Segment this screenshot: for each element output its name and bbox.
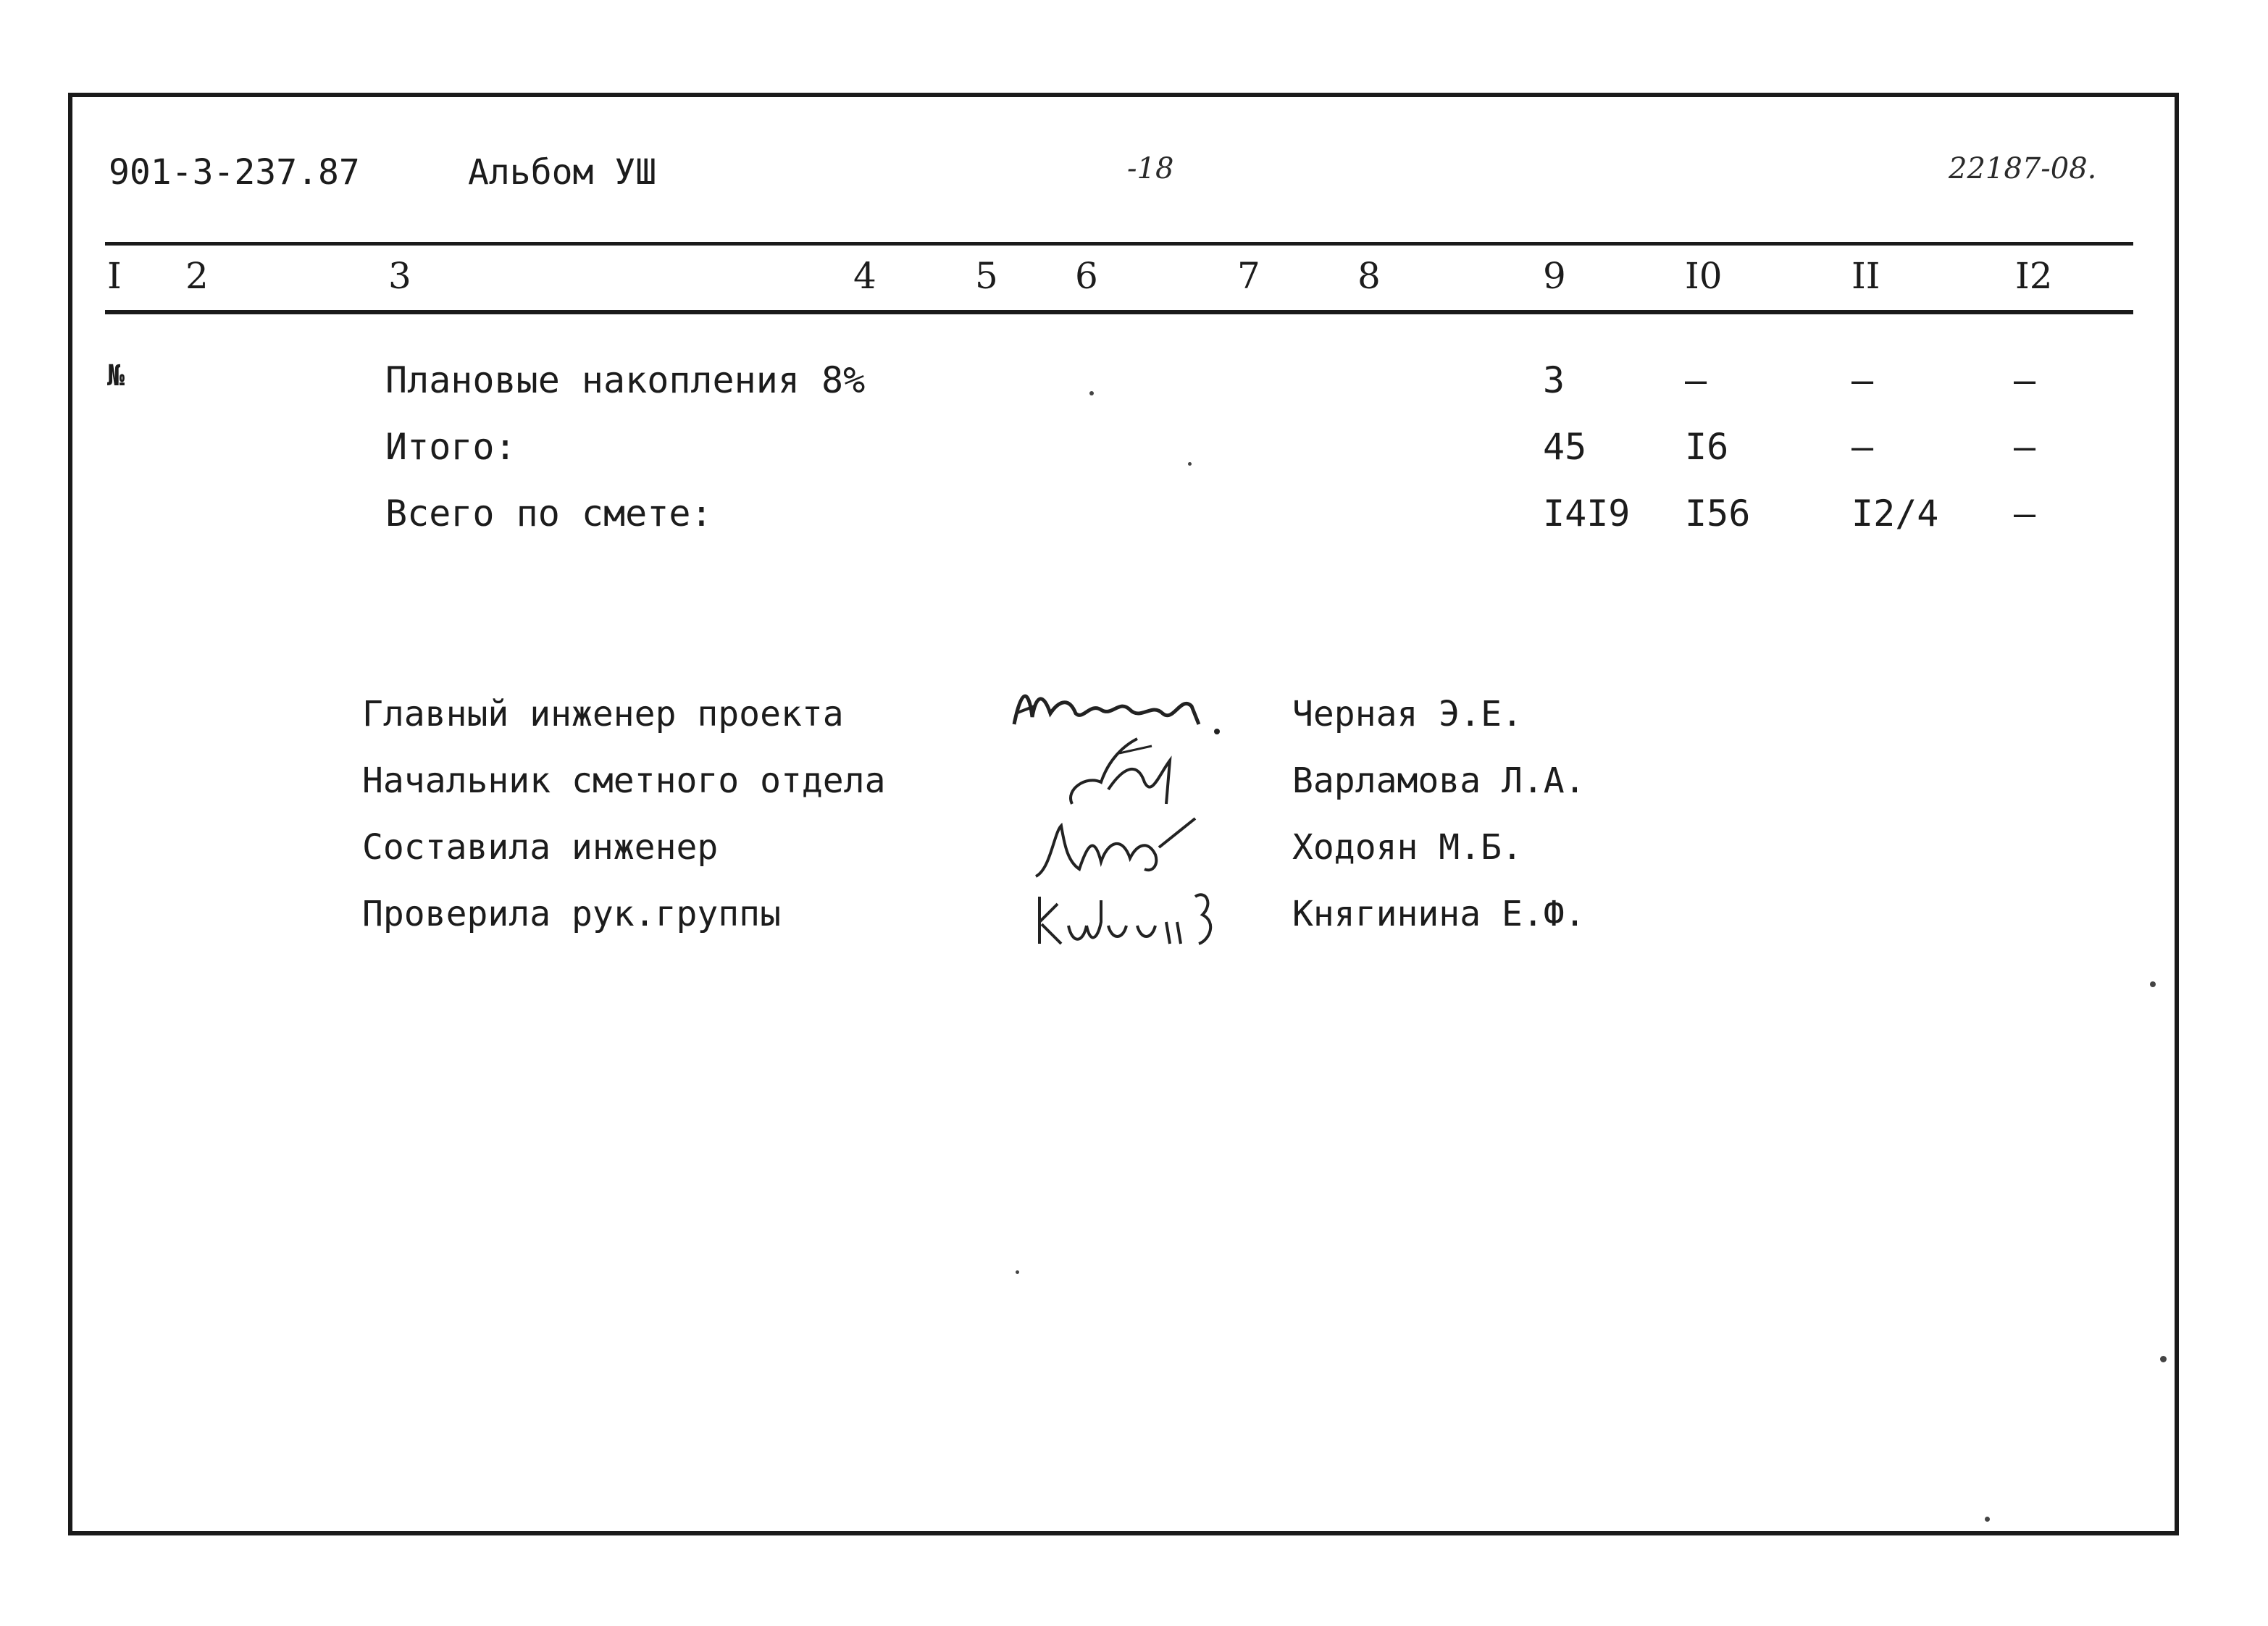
scan-speck — [1016, 1270, 1019, 1274]
cell-col12: – — [2014, 426, 2036, 468]
header-rule-bottom — [105, 310, 2133, 314]
signatory-name: Княгинина Е.Ф. — [1292, 894, 1586, 934]
column-number: 4 — [853, 255, 876, 297]
scan-speck — [2160, 1356, 2167, 1362]
signatory-title: Начальник сметного отдела — [362, 760, 886, 801]
signatory-name: Варламова Л.А. — [1292, 760, 1586, 801]
column-number: I0 — [1685, 255, 1723, 297]
cell-col11: – — [1851, 359, 1874, 401]
cell-col10: I6 — [1685, 426, 1729, 468]
column-number: I — [107, 255, 122, 297]
column-number: 7 — [1237, 255, 1260, 297]
column-number: 8 — [1357, 255, 1381, 297]
cell-col10: – — [1685, 359, 1707, 401]
cell-col9: 3 — [1543, 359, 1565, 401]
cell-col11: I2/4 — [1851, 493, 1939, 535]
row-label: Плановые накопления 8% — [385, 359, 866, 401]
signature-group-head — [1029, 882, 1246, 955]
cell-col10: I56 — [1685, 493, 1751, 535]
cell-col9: 45 — [1543, 426, 1587, 468]
scan-speck — [1985, 1517, 1990, 1522]
column-number: 6 — [1075, 255, 1098, 297]
column-number: I2 — [2015, 255, 2053, 297]
column-number: 5 — [975, 255, 998, 297]
signatory-name: Черная Э.Е. — [1292, 694, 1523, 734]
row-label: Итого: — [385, 426, 516, 468]
cell-col12: – — [2014, 359, 2036, 401]
column-number: 3 — [388, 255, 411, 297]
column-number: 2 — [185, 255, 209, 297]
signatory-title: Проверила рук.группы — [362, 894, 781, 934]
scan-speck — [1188, 462, 1192, 466]
signature-compiler — [1029, 804, 1217, 884]
cell-col9: I4I9 — [1543, 493, 1631, 535]
signatory-title: Составила инженер — [362, 827, 719, 868]
cell-col11: – — [1851, 426, 1874, 468]
scan-speck — [1089, 391, 1094, 395]
scan-speck — [2150, 981, 2156, 987]
page-number: -18 — [1127, 152, 1174, 185]
sheet-number: 22187-08. — [1949, 152, 2097, 185]
header-rule-top — [105, 242, 2133, 246]
signatory-name: Ходоян М.Б. — [1292, 827, 1523, 868]
album-label: Альбом УШ — [468, 152, 657, 193]
row-label: Всего по смете: — [385, 493, 713, 535]
signatory-title: Главный инженер проекта — [362, 694, 844, 734]
column-number: II — [1851, 255, 1880, 297]
row-marker: № — [107, 359, 125, 393]
document-code: 901-3-237.87 — [109, 152, 360, 193]
column-number: 9 — [1543, 255, 1566, 297]
cell-col12: – — [2014, 493, 2036, 535]
